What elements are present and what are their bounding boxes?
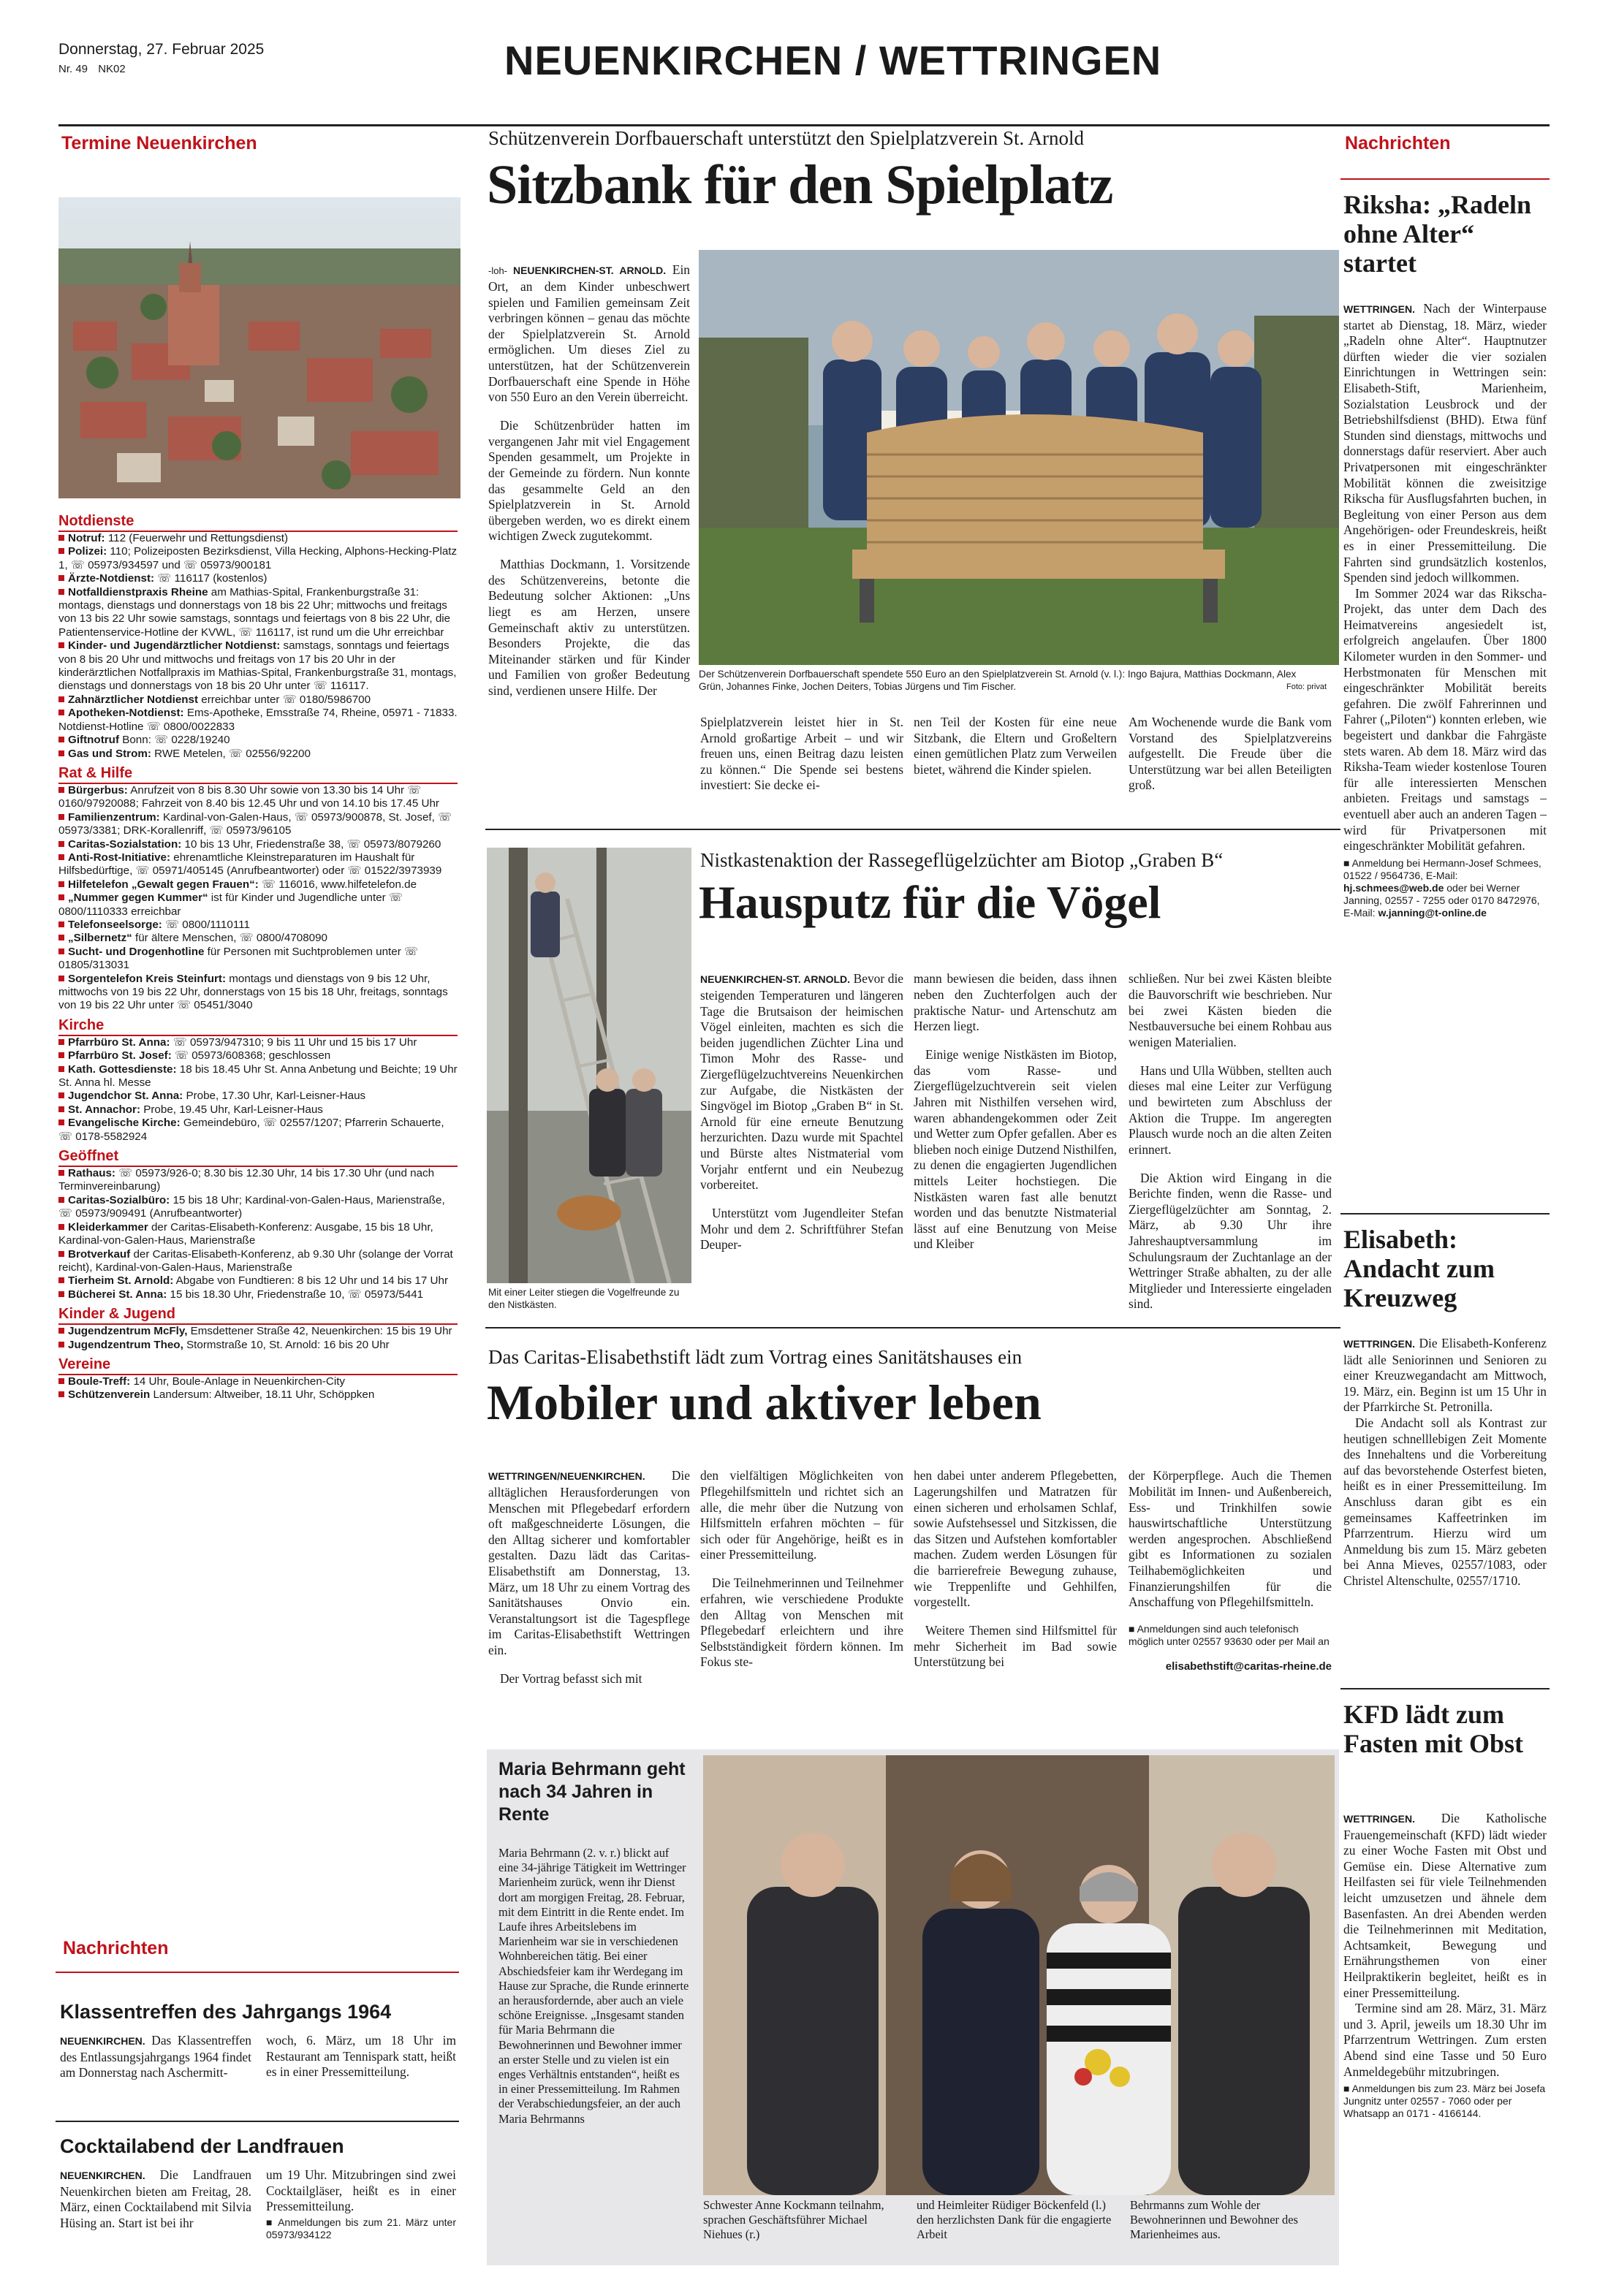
article-text: Termine sind am 28. März, 31. März und 3. April, jeweils um 18.30 Uhr im Pfarrzentrum Wettringen. Zum ersten Abend sind eine Tasse und 50 Euro Anmeldegebühr mitzubringen. [1343, 2001, 1547, 2079]
article-text: Matthias Dockmann, 1. Vorsitzende des Schützenvereins, betonte die Bedeutung solcher Aktionen: „Uns liegt es am Herzen, unsere Gemeinschaft aktiv zu unterstützen. Besonders Projekte, die das Miteinander stärken und für Kinder und Familien von großer Bedeutung sind, verdienen unsere Hilfe. Der [488, 557, 690, 699]
list-item-label: Tierheim St. Arnold: [68, 1274, 174, 1288]
page-title: NEUENKIRCHEN / WETTRINGEN [504, 37, 1162, 83]
article-text: Die Katholische Frauengemeinschaft (KFD) lädt wieder zu einer Woche Fasten mit Obst und Gemüse ein. Diese Alternative zum Heilfasten sei für viele Teilnehmenden leicht umzusetzen und ähnele dem Basenfasten. An drei Abenden werden die Teilnehmerinnen mit Meditation, Achtsamkeit, Bewegung und Ernährungsthemen von einer Heilpraktikerin begleitet, heißt es in einer Pressemitteilung. [1343, 1811, 1547, 2000]
bullet-icon [58, 1342, 64, 1347]
contact-email-link[interactable]: elisabethstift@caritas-rheine.de [1165, 1660, 1332, 1673]
photo-credit: Foto: privat [1286, 683, 1327, 691]
list-item-text: 112 (Feuerwehr und Rettungsdienst) [105, 532, 289, 544]
list-item-label: Boule-Treff: [68, 1375, 131, 1388]
bullet-icon [58, 1378, 64, 1384]
article-text: Das Klassentreffen des Entlassungsjahrgangs 1964 findet am Donnerstag nach Aschermitt- [60, 2033, 251, 2080]
bullet-icon [58, 737, 64, 742]
list-item-label: Giftnotruf [68, 734, 120, 747]
list-item [58, 1375, 458, 1388]
list-item [58, 1221, 458, 1248]
sitzbank-photo [699, 250, 1339, 665]
hausputz-col1 [700, 959, 903, 1266]
article-text: Die Teilnehmerinnen und Teilnehmer erfahren, wie verschiedene Produkte den Alltag von Menschen mit Pflegebedarf erleichtern und ihre Selbstständigkeit fördern können. Im Fokus ste- [700, 1575, 903, 1670]
list-item-label: Jugendzentrum McFly, [68, 1325, 188, 1338]
elisabeth-headline: Elisabeth: Andacht zum Kreuzweg [1343, 1225, 1495, 1312]
mobiler-kicker: Das Caritas-Elisabethstift lädt zum Vortrag eines Sanitätshauses ein [488, 1346, 1023, 1368]
cocktail-headline: Cocktailabend der Landfrauen [60, 2135, 344, 2157]
list-item [58, 586, 458, 640]
article-text: Weitere Themen sind Hilfsmittel für mehr Sicherheit im Bad sowie Unterstützung bei [914, 1623, 1117, 1670]
list-item-label: Notruf: [68, 532, 105, 544]
mobiler-col3 [914, 1456, 1117, 1683]
list-item-text: Landersum: Altweiber, 18.11 Uhr, Schöppken [150, 1388, 375, 1402]
mobiler-col2 [700, 1456, 903, 1683]
sitzbank-col1 [488, 250, 690, 712]
bullet-icon [58, 696, 64, 702]
list-item [58, 838, 458, 851]
bullet-icon [58, 1224, 64, 1230]
rikscha-headline: Riksha: „Radeln ohne Alter“ startet [1343, 190, 1532, 278]
list-item [58, 572, 458, 585]
list-item [58, 784, 458, 811]
dateline: WETTRINGEN. [1343, 1338, 1415, 1350]
list-item [58, 734, 458, 747]
bullet-icon [58, 710, 64, 715]
bullet-icon [58, 1328, 64, 1334]
bullet-icon [58, 1291, 64, 1297]
list-item-text: 10 bis 13 Uhr, Friedenstraße 38, ☏ 05973/8079260 [181, 837, 441, 851]
registration-note: ■ Anmeldungen sind auch telefonisch möglich unter 02557 93630 oder per Mail an [1129, 1623, 1330, 1648]
list-item [58, 545, 458, 572]
list-item-text: Probe, 17.30 Uhr, Karl-Leisner-Haus [183, 1090, 366, 1103]
bullet-icon [58, 1277, 64, 1283]
list-item [58, 1103, 458, 1117]
dateline: NEUENKIRCHEN. [60, 2035, 145, 2047]
list-item [58, 1325, 458, 1338]
list-item-label: Kath. Gottesdienste: [68, 1063, 177, 1076]
behrmann-photo [703, 1755, 1335, 2195]
masthead-date: Donnerstag, 27. Februar 2025 [58, 41, 265, 58]
bullet-icon [58, 1106, 64, 1112]
list-item [58, 1288, 458, 1301]
list-item [58, 1036, 458, 1049]
section-heading: Kinder & Jugend [58, 1306, 458, 1325]
list-item [58, 1248, 458, 1275]
behrmann-cap2: und Heimleiter Rüdiger Böckenfeld (l.) den herzlichsten Dank für die engagierte Arbeit [917, 2198, 1112, 2242]
sitzbank-col3: nen Teil der Kosten für eine neue Sitzbank, die Eltern und Großeltern einen gemütlichen Platz zum Verweilen bietet, während die Kinder spielen. [914, 715, 1117, 777]
list-item-text: ehrenamtliche Kleinstreparaturen im Haushalt für Hilfsbedürftige, ☏ 05971/405145 (Anrufbeantworter) oder ☏ 01522/3973939 [58, 851, 442, 878]
divider [1340, 1213, 1550, 1214]
services-list [58, 513, 458, 1402]
divider [56, 1972, 459, 1973]
bullet-icon [58, 814, 64, 820]
list-item [58, 1167, 458, 1194]
section-heading: Notdienste [58, 513, 458, 532]
registration-note: oder bei Werner Janning, 02557 - 7255 oder 0170 8472976, E-Mail: [1343, 881, 1540, 919]
dateline: NEUENKIRCHEN. [60, 2170, 145, 2181]
list-item [58, 707, 458, 734]
sitzbank-caption: Der Schützenverein Dorfbauerschaft spendete 550 Euro an den Spielplatzverein St. Arnold (v. l.): Ingo Bajura, Matthias Dockmann, Alex Grün, Johannes Finke, Jochen Deiters, Tobias Jürgens und Tim Fischer. [699, 669, 1297, 692]
nachrichten-left-title: Nachrichten [63, 1938, 169, 1958]
list-item-text: RWE Metelen, ☏ 02556/92200 [151, 747, 311, 760]
bullet-icon [58, 1039, 64, 1045]
rikscha-body [1343, 301, 1547, 919]
cocktail-col1 [60, 2167, 251, 2231]
list-item-text: Ems-Apotheke, Emsstraße 74, Rheine, 05971 - 71833. Notdienst-Hotline ☏ 0800/0022833 [58, 707, 458, 733]
list-item-label: Sucht- und Drogenhotline [68, 945, 205, 958]
list-item-text: für Personen mit Suchtproblemen unter ☏ 01805/313031 [58, 945, 418, 972]
dateline: NEUENKIRCHEN-ST. ARNOLD. [700, 973, 851, 986]
klassentreffen-headline: Klassentreffen des Jahrgangs 1964 [60, 2001, 392, 2023]
bullet-icon [58, 1391, 64, 1397]
article-text: Die Aktion wird Eingang in die Berichte finden, wenn die Rasse- und Ziergeflügelzüchter am Sonntag, 2. März, ab 9.30 Uhr ihre Jahreshauptversammlung im Schulungsraum der Zuchtanlage an der Wettringer Straße abhalten, zu der alle Mitglieder und Interessierte eingeladen sind. [1129, 1170, 1332, 1312]
sitzbank-col4: Am Wochenende wurde die Bank vom Vorstand des Spielplatzvereins aufgestellt. Die Freude über die Unterstützung war bei allen Beteiligten groß. [1129, 715, 1332, 793]
list-item-text: ☏ 116016, www.hilfetelefon.de [258, 878, 417, 891]
article-text: um 19 Uhr. Mitzubringen sind zwei Cocktailgläser, heißt es in einer Pressemitteilung. [266, 2167, 456, 2214]
list-item-label: St. Annachor: [68, 1103, 141, 1116]
list-item [58, 532, 458, 545]
list-item-label: Schützenverein [68, 1388, 151, 1402]
list-item-text: Kardinal-von-Galen-Haus, ☏ 05973/900878, St. Josef, ☏ 05973/3381; DRK-Korallenriff, ☏ 05973/96105 [58, 810, 452, 837]
list-item-text: 14 Uhr, Boule-Anlage in Neuenkirchen-City [130, 1375, 346, 1388]
article-text: schließen. Nur bei zwei Kästen bleibte die Bauvorschrift wie beschrieben. Nur bei zwei Kästen bieden die Nestbauversuche bei einem Rohbau aus wenigen Materialien. [1129, 971, 1332, 1049]
bullet-icon [58, 1092, 64, 1098]
dateline: WETTRINGEN. [1343, 303, 1415, 315]
bullet-icon [58, 1066, 64, 1072]
list-item-text: erreichbar unter ☏ 0180/5986700 [198, 693, 371, 706]
nachrichten-right-title: Nachrichten [1345, 133, 1451, 153]
contact-email-link[interactable]: hj.schmees@web.de [1343, 881, 1444, 894]
list-item-label: Rathaus: [68, 1167, 115, 1180]
list-item-label: Pfarrbüro St. Anna: [68, 1035, 170, 1049]
kfd-headline: KFD lädt zum Fasten mit Obst [1343, 1700, 1523, 1758]
article-text: mann bewiesen die beiden, dass ihnen neben den Zuchterfolgen auch der praktische Natur- und Artenschutz am Herzen liegt. [914, 971, 1117, 1034]
list-item-text: Abgabe von Fundtieren: 8 bis 12 Uhr und 14 bis 17 Uhr [173, 1274, 449, 1288]
section-heading: Geöffnet [58, 1148, 458, 1167]
list-item-text: ☏ 116117 (kostenlos) [154, 572, 268, 585]
bullet-icon [58, 921, 64, 927]
list-item-text: der Caritas-Elisabeth-Konferenz: Ausgabe, 15 bis 18 Uhr, Kardinal-von-Galen-Haus, Marienstraße [58, 1220, 433, 1247]
bullet-icon [58, 935, 64, 940]
aerial-town-photo [58, 197, 460, 498]
issue-number: Nr. 49 [58, 63, 88, 75]
section-heading: Vereine [58, 1356, 458, 1375]
list-item-label: Ärzte-Notdienst: [68, 572, 155, 585]
list-item [58, 1388, 458, 1402]
bullet-icon [58, 1052, 64, 1058]
divider [1340, 178, 1550, 180]
article-text: Die Andacht soll als Kontrast zur heutigen schnelllebigen Zeit Momente des Innehaltens und die Vorbereitung auf das bevorstehende Osterfest bieten, heißt es in einer Pressemitteilung. Im Anschluss daran gibt es ein gemeinsames Kaffeetrinken im Pfarrzentrum. Hierzu wird um Anmeldung bis zum 15. März gebeten bei Anna Mieves, 02557/1083, oder Christel Altenschulte, 02557/1710. [1343, 1415, 1547, 1588]
list-item-text: ☏ 05973/947310; 9 bis 11 Uhr und 15 bis 17 Uhr [170, 1035, 417, 1049]
list-item-label: Brotverkauf [68, 1247, 131, 1261]
dateline: NEUENKIRCHEN-ST. ARNOLD. [512, 265, 667, 277]
registration-note: ■ Anmeldungen bis zum 23. März bei Josefa Jungnitz unter 02557 - 7060 oder per Whatsapp an 0171 - 4166144. [1343, 2083, 1546, 2120]
bullet-icon [58, 750, 64, 756]
list-item-label: Telefonseelsorge: [68, 918, 162, 931]
article-text: Ein Ort, an dem Kinder unbeschwert spielen und Familien gemeinsam Zeit verbringen können – genau das möchte der Spielplatzverein St. Arnold ermöglichen. Um dieses Ziel zu unterstützen, hat der Schützenverein Dorfbauerschaft eine Spende in Höhe von 550 Euro an den Verein überreicht. [488, 262, 690, 405]
bullet-icon [58, 575, 64, 581]
bullet-icon [58, 548, 64, 554]
list-item [58, 1049, 458, 1063]
article-text: den vielfältigen Möglichkeiten von Pflegehilfsmitteln und richtet sich an alle, die mehr über die Nutzung von Hilfsmitteln erfahren möchten – für sich oder für Angehörige, heißt es in einer Pressemitteilung. [700, 1468, 903, 1562]
contact-email-link[interactable]: w.janning@t-online.de [1378, 906, 1487, 919]
hausputz-col2 [914, 959, 1117, 1265]
bullet-icon [58, 1120, 64, 1125]
list-item-label: Kleiderkammer [68, 1220, 148, 1233]
article-text: der Körperpflege. Auch die Themen Mobilität im Innen- und Außenbereich, Ess- und Trinkhilfen sowie hauswirtschaftliche Unterstützung werden angesprochen. Abschließend gibt es Informationen zu sozialen Teilhabemöglichkeiten und Finanzierungshilfen für die Anschaffung von Pflegehilfsmitteln. [1129, 1468, 1332, 1610]
list-item-text: Stormstraße 10, St. Arnold: 16 bis 20 Uhr [183, 1338, 390, 1351]
list-item-text: 18 bis 18.45 Uhr St. Anna Anbetung und Beichte; 19 Uhr St. Anna hl. Messe [58, 1063, 458, 1090]
bullet-icon [58, 642, 64, 648]
list-item-label: Polizei: [68, 545, 107, 558]
list-item-label: Anti-Rost-Initiative: [68, 851, 171, 864]
bullet-icon [58, 589, 64, 595]
list-item-label: Gas und Strom: [68, 747, 151, 760]
masthead-rule [58, 124, 1550, 126]
list-item-text: Anrufzeit von 8 bis 8.30 Uhr sowie von 13.30 bis 14 Uhr ☏ 0160/97920088; Fahrzeit von 8.40 bis 12.45 Uhr und von 14.10 bis 17.45 Uhr [58, 783, 439, 810]
bullet-icon [58, 881, 64, 887]
article-text: Bevor die steigenden Temperaturen und längeren Tage die Brutsaison der heimischen Vögel einleiten, machten es sich die beiden jugendlichen Züchter Lina und Timon Mohr des Rasse- und Ziergeflügelzuchtvereins Neuenkirchen zur Aufgabe, die Nistkästen der Singvögel im Biotop „Graben B“ in St. Arnold für eine erneute Benutzung herzurichten. Dazu wurde mit Spachtel und Bürste altes Nistmaterial vom Vorjahr entfernt und ein Neubezug vorbereitet. [700, 971, 903, 1193]
list-item [58, 1274, 458, 1288]
article-text: Einige wenige Nistkästen im Biotop, das vom Rasse- und Ziergeflügelzuchtverein seit vielen Jahren mit Nisthilfen versehen wird, waren abhandengekommen oder Zeit und Wetter zum Opfer gefallen. Aber es blieben noch einige Dutzend Nisthilfen, zu denen die engagierten Jugendlichen mittels Leiter hochstiegen. Die Nistkästen waren fast alle benutzt worden und das benutzte Nistmaterial lässt auf eine Benutzung von Meise und Kleiber [914, 1047, 1117, 1252]
list-item-text: Probe, 19.45 Uhr, Karl-Leisner-Haus [140, 1103, 323, 1116]
bullet-icon [58, 894, 64, 900]
sidebar-left [56, 130, 459, 2249]
list-item-text: der Caritas-Elisabeth-Konferenz, ab 9.30 Uhr (solange der Vorrat reicht), Kardinal-von-Galen-Haus, Marienstraße [58, 1247, 453, 1274]
list-item [58, 1063, 458, 1090]
divider [56, 2121, 459, 2122]
dateline: WETTRINGEN. [1343, 1813, 1415, 1825]
list-item-label: Evangelische Kirche: [68, 1117, 181, 1130]
list-item-text: samstags, sonntags und feiertags von 8 bis 20 Uhr und mittwochs und freitags von 17 bis 20 Uhr in der kinderärztlichen Notfallpraxis im Mathias-Spital, Frankenburgstraße 31, montags, dienstags und donnerstags von 18 bis 20 Uhr unter ☏ 116117. [58, 639, 457, 693]
list-item [58, 811, 458, 838]
list-item-text: Bonn: ☏ 0228/19240 [119, 734, 230, 747]
elisabeth-body [1343, 1336, 1547, 1589]
list-item-label: Bücherei St. Anna: [68, 1288, 167, 1301]
article-text: hen dabei unter anderem Pflegebetten, Lagerungshilfen und Matratzen für einen sicheren und erholsamen Schlaf, sowie Aufstehsessel und Sitzkissen, die das Sitzen und Aufstehen komfortabler machen. Zudem werden Lösungen für die barrierefreie Bewegung zuhause, wie Treppenlifte und Gehhilfen, vorgestellt. [914, 1468, 1117, 1610]
list-item-label: Caritas-Sozialbüro: [68, 1193, 170, 1206]
list-item-text: 15 bis 18 Uhr; Kardinal-von-Galen-Haus, Marienstraße, ☏ 05973/909491 (Anrufbeantworter) [58, 1193, 445, 1220]
mobiler-headline: Mobiler und aktiver leben [487, 1375, 1042, 1430]
klassentreffen-col1 [60, 2033, 251, 2081]
behrmann-col1: Maria Behrmann (2. v. r.) blickt auf eine 34-jährige Tätigkeit im Wettringer Marienheim zurück, wenn ihr Dienst dort am morgigen Freitag, 28. Februar, mit dem Eintritt in die Rente endet. Im Laufe ihres Arbeitslebens im Marienheim war sie in verschiedenen Wohnbereichen tätig. Bei einer Abschiedsfeier kam ihr Werdegang im Hause zur Sprache, die Runde erinnerte an herausfordernde, aber auch an viele schöne Ereignisse. „Insgesamt standen für Maria Behrmann die Bewohnerinnen und Bewohner immer an erster Stelle und zu vielen ist ein enges Verhältnis entstanden“, heißt es in einer Pressemitteilung. Im Rahmen der Verabschiedungsfeier, an der auch Maria Behrmanns [498, 1846, 689, 2126]
list-item-label: „Silbernetz“ [68, 932, 132, 945]
klassentreffen-col2: woch, 6. März, um 18 Uhr im Restaurant am Tennispark statt, heißt es in einer Pressemitteilung. [266, 2033, 456, 2080]
list-item [58, 946, 458, 973]
hausputz-caption: Mit einer Leiter stiegen die Vogelfreunde zu den Nistkästen. [488, 1287, 680, 1310]
registration-note: ■ Anmeldung bei Hermann-Josef Schmees, 01522 / 9564736, E-Mail: [1343, 856, 1541, 881]
sitzbank-headline: Sitzbank für den Spielplatz [487, 154, 1113, 216]
article-text: Der Vortrag befasst sich mit [500, 1670, 642, 1686]
bullet-icon [58, 949, 64, 954]
list-item-label: Pfarrbüro St. Josef: [68, 1049, 172, 1063]
list-item-text: Gemeindebüro, ☏ 02557/1207; Pfarrerin Schauerte, ☏ 0178-5582924 [58, 1117, 444, 1143]
article-text: Hans und Ulla Wübben, stellten auch dieses mal eine Leiter zur Verfügung und bewirteten zum Abschluss der Aktion die Truppe. Im angeregten Plausch wurde noch an die alten Zeiten erinnert. [1129, 1063, 1332, 1157]
kfd-body [1343, 1811, 1547, 2120]
list-item-label: Notfalldienstpraxis Rheine [68, 585, 208, 598]
hausputz-headline: Hausputz für die Vögel [699, 876, 1161, 928]
list-item-label: Caritas-Sozialstation: [68, 837, 182, 851]
list-item-text: ☏ 0800/1110111 [162, 918, 250, 931]
list-item-text: 110; Polizeiposten Bezirksdienst, Villa Hecking, Alphons-Hecking-Platz 1, ☏ 05973/934597 und ☏ 05973/900181 [58, 545, 458, 571]
list-item-text: montags und dienstags von 9 bis 12 Uhr, mittwochs von 19 bis 22 Uhr, donnerstags von 15 bis 18 Uhr, freitags, sonntags von 19 bis 22 Uhr unter ☏ 05451/3040 [58, 972, 448, 1012]
bullet-icon [58, 841, 64, 847]
list-item [58, 1194, 458, 1221]
bullet-icon [58, 787, 64, 793]
bullet-icon [58, 535, 64, 541]
mobiler-col1 [488, 1456, 690, 1700]
article-text: Im Sommer 2024 war das Rikscha-Projekt, das unter dem Dach des Heimatvereins angesiedelt ist, erfolgreich angelaufen. Über 1800 Kilometer wurden in den Sommer- und Herbstmonaten für Menschen mit eingeschränkter Mobilität bereits gefahren. Die zwölf Fahrerinnen und Fahrer („Piloten“) konnten erleben, wie begeistert und dankbar die Fahrgäste stets waren. Ab dem 18. März wird das Riksha-Team wieder kostenlose Touren für alle interessierten Menschen anbieten. Freitags und samstags – eventuell aber auch an anderen Tagen – wird für Privatpersonen mit eingeschränkter Mobilität gefahren. [1343, 585, 1547, 854]
list-item [58, 1090, 458, 1103]
termine-title: Termine Neuenkirchen [61, 133, 257, 153]
list-item-text: für ältere Menschen, ☏ 0800/4708090 [132, 932, 328, 945]
list-item-text: Emsdettener Straße 42, Neuenkirchen: 15 bis 19 Uhr [187, 1325, 452, 1338]
cocktail-col2 [266, 2167, 456, 2241]
bullet-icon [58, 854, 64, 860]
article-text: Unterstützt vom Jugendleiter Stefan Mohr und dem 2. Schriftführer Stefan Deuper- [700, 1206, 903, 1252]
list-item [58, 1339, 458, 1352]
bullet-icon [58, 1197, 64, 1203]
list-item-label: Zahnärztlicher Notdienst [68, 693, 199, 706]
mobiler-col4 [1129, 1456, 1332, 1686]
list-item-label: Sorgentelefon Kreis Steinfurt: [68, 972, 227, 985]
behrmann-cap1: Schwester Anne Kockmann teilnahm, sprachen Geschäftsführer Michael Niehues (r.) [703, 2198, 884, 2242]
list-item [58, 851, 458, 878]
hausputz-col3 [1129, 959, 1332, 1325]
divider [485, 1327, 1340, 1328]
section-heading: Rat & Hilfe [58, 765, 458, 784]
divider [485, 829, 1340, 830]
list-item [58, 919, 458, 932]
list-item-label: Hilfetelefon „Gewalt gegen Frauen“: [68, 878, 259, 891]
list-item [58, 878, 458, 892]
article-text: Die alltäglichen Herausforderungen von Menschen mit Pflegebedarf erfordern oft maßgeschneiderte Lösungen, die den Alltag sicherer und komfortabler gestalten. Dazu lädt das Caritas-Elisabethstift am Donnerstag, 13. März, um 18 Uhr zu einem Vortrag des Sanitätshauses Onvio ein. Veranstaltungsort ist die Tagespflege im Caritas-Elisabethstift Wettringen ein. [488, 1468, 690, 1657]
list-item [58, 639, 458, 693]
article-text: Nach der Winterpause startet ab Dienstag, 18. März, wieder „Radeln ohne Alter“. Hauptnutzer dürften wieder die vier sozialen Einrichtungen in Wettringen sein: Elisabeth-Stift, Marienheim, Sozialstation Leusbrock und der Betriebshilfsdienst (BHD). Etwa fünf Stunden sind dienstags, mittwochs und donnerstags dafür reserviert. Aber auch Privatpersonen mit eingeschränkter Mobilität können die zweisitzige Rikscha für Ausflugsfahrten buchen, in Begleitung von einer Person aus dem Angehörigen- oder Freundeskreis, heißt es in einer Pressemitteilung. Die Fahrten sind grundsätzlich kostenlos, Spenden sind jedoch willkommen. [1343, 301, 1547, 585]
section-heading: Kirche [58, 1017, 458, 1036]
list-item [58, 1117, 458, 1144]
list-item-text: ☏ 05973/608368; geschlossen [171, 1049, 331, 1063]
bullet-icon [58, 976, 64, 981]
bullet-icon [58, 1170, 64, 1176]
registration-note: ■ Anmeldungen bis zum 21. März unter 05973/934122 [266, 2216, 456, 2240]
list-item [58, 892, 458, 919]
list-item [58, 693, 458, 707]
sitzbank-col2: Spielplatzverein leistet hier in St. Arnold großartige Arbeit – und wir freuen uns, einen Beitrag dazu leisten zu können.“ Die Spende sei bestens investiert: Sie decke ei- [700, 715, 903, 793]
list-item-label: Kinder- und Jugendärztlicher Notdienst: [68, 639, 281, 653]
article-text: Die Landfrauen Neuenkirchen bieten am Freitag, 28. März, einen Cocktailabend mit Silvia Hüsing an. Start ist bei ihr [60, 2167, 251, 2230]
bullet-icon [58, 1251, 64, 1257]
list-item [58, 932, 458, 945]
list-item [58, 748, 458, 761]
behrmann-headline: Maria Behrmann geht nach 34 Jahren in Rente [498, 1759, 686, 1825]
list-item-text: ☏ 05973/926-0; 8.30 bis 12.30 Uhr, 14 bis 17.30 Uhr (und nach Terminvereinbarung) [58, 1167, 435, 1193]
article-text: Die Elisabeth-Konferenz lädt alle Seniorinnen und Senioren zu einer Kreuzwegandacht am Mittwoch, 19. März, ein. Beginn ist um 15 Uhr in der Pfarrkirche St. Petronilla. [1343, 1336, 1547, 1415]
list-item [58, 973, 458, 1013]
sitzbank-kicker: Schützenverein Dorfbauerschaft unterstützt den Spielplatzverein St. Arnold [488, 127, 1084, 149]
list-item-label: Bürgerbus: [68, 783, 128, 797]
dateline: WETTRINGEN/NEUENKIRCHEN. [488, 1470, 645, 1483]
list-item-text: 15 bis 18.30 Uhr, Friedenstraße 10, ☏ 05973/5441 [167, 1288, 424, 1301]
list-item-label: Familienzentrum: [68, 810, 160, 824]
list-item-text: ist für Kinder und Jugendliche unter ☏ 0800/1110333 erreichbar [58, 892, 403, 918]
list-item-label: Jugendchor St. Anna: [68, 1090, 183, 1103]
hausputz-photo [487, 848, 691, 1283]
article-text: Die Schützenbrüder hatten im vergangenen Jahr mit viel Engagement Spenden gesammelt, um Projekte in der Gemeinde zu fördern. Nun konnte das gesammelte Geld an den Spielplatzverein in St. Arnold übergeben werden, wo es direkt einem wichtigen Zweck zugutekommt. [488, 418, 690, 544]
divider [1340, 1688, 1550, 1689]
hausputz-kicker: Nistkastenaktion der Rassegeflügelzüchter am Biotop „Graben B“ [700, 849, 1224, 871]
list-item-text: am Mathias-Spital, Frankenburgstraße 31: montags, dienstags und donnerstags von 18 bis 22 Uhr; mittwochs und freitags von 13 bis 22 Uhr sowie samstags, sonntags und feiertags von 8 bis 22 Uhr, die Patientenservice-Hotline der KVWL, ☏ 116117, ist rund um die Uhr erreichbar [58, 585, 451, 639]
masthead-issue [58, 63, 126, 75]
list-item-label: Jugendzentrum Theo, [68, 1338, 183, 1351]
behrmann-cap3: Behrmanns zum Wohle der Bewohnerinnen und Bewohner des Marienheimes aus. [1130, 2198, 1298, 2242]
edition-code: NK02 [98, 63, 126, 75]
author: -loh- [488, 265, 513, 277]
list-item-label: Apotheken-Notdienst: [68, 707, 184, 720]
list-item-label: „Nummer gegen Kummer“ [68, 892, 208, 905]
